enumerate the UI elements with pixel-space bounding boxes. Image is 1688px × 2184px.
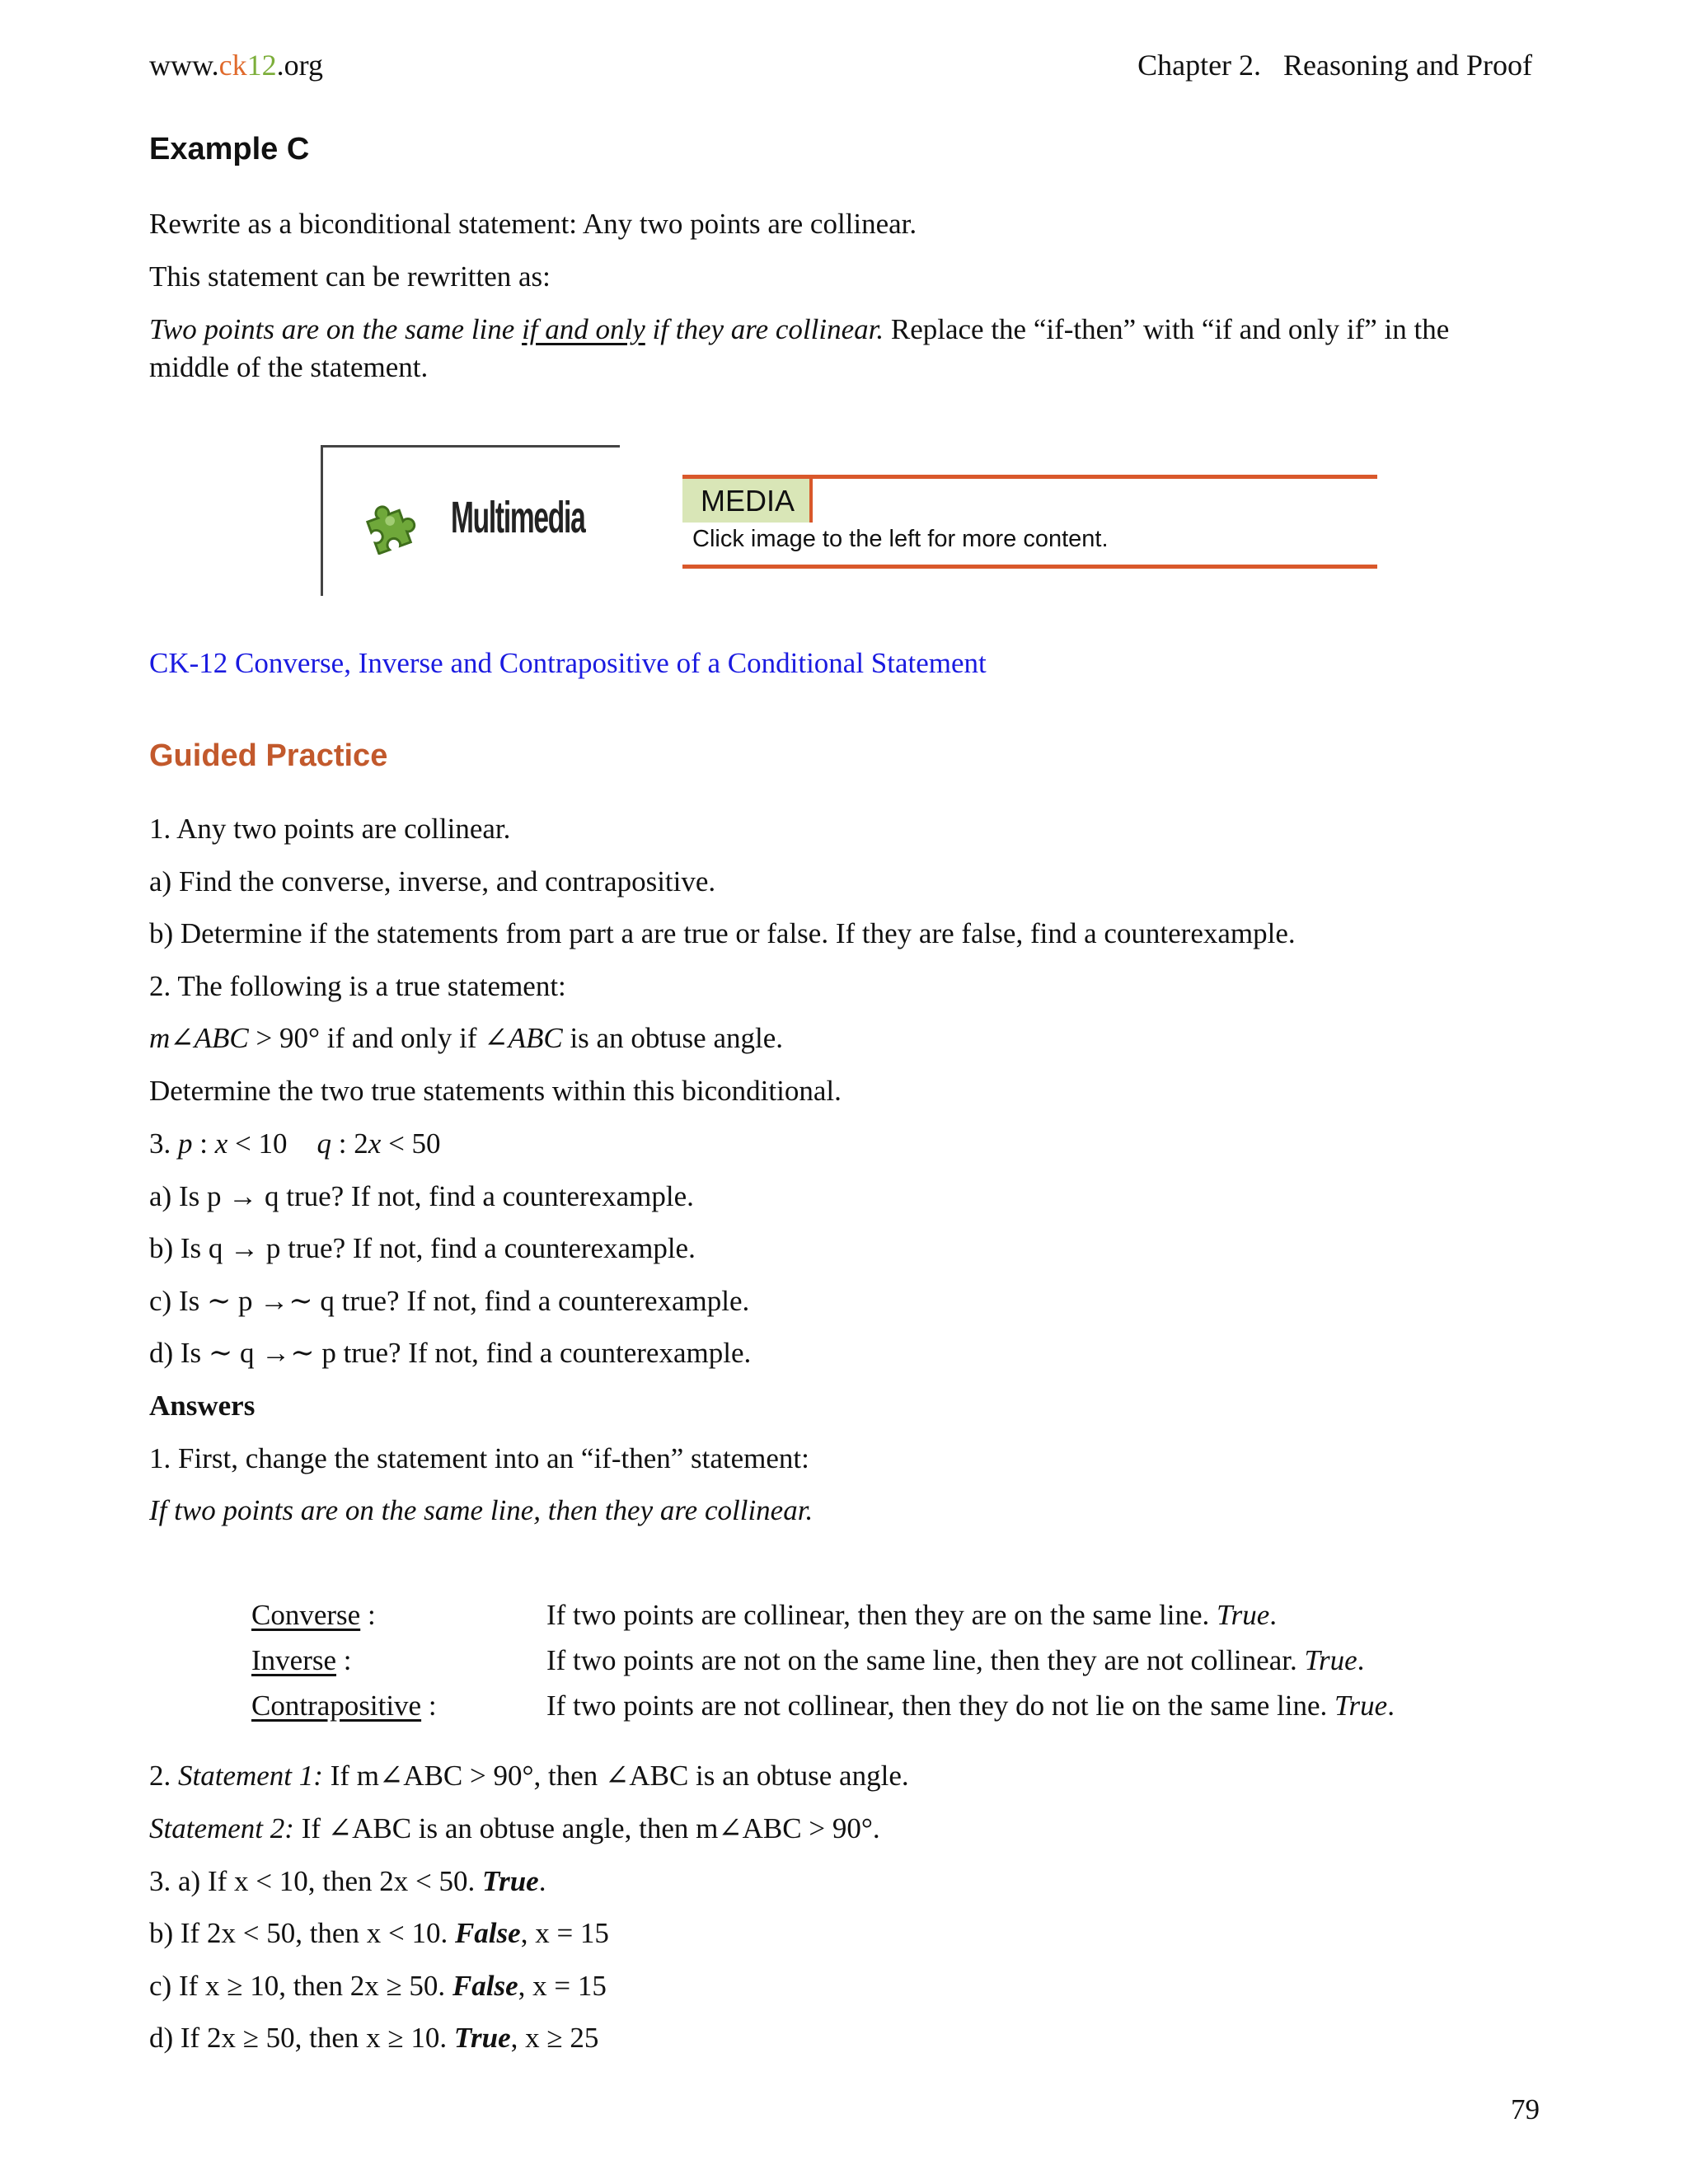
gp-q3a: a) Is p → q true? If not, find a counterexample. — [149, 1180, 694, 1212]
url-suffix: .org — [276, 49, 323, 82]
converse-verdict: True — [1217, 1599, 1270, 1631]
a3a-verdict: True — [482, 1865, 539, 1897]
inverse-text: If two points are not on the same line, then they are not collinear. — [546, 1644, 1305, 1676]
example-c-answer — [149, 312, 1449, 348]
site-url[interactable] — [149, 48, 323, 82]
table-row-label: Converse : — [251, 1599, 376, 1631]
answer-italic-b: if they are collinear. — [645, 313, 884, 345]
a3b-verdict: False — [454, 1917, 521, 1949]
contrapositive-verdict: True — [1334, 1690, 1388, 1722]
gp-q1b: b) Determine if the statements from part a are true or false. If they are false, find a counterexample. — [149, 917, 1296, 949]
lesson-link[interactable]: CK-12 Converse, Inverse and Contrapositive of a Conditional Statement — [149, 647, 987, 679]
table-row-text — [546, 1690, 1395, 1722]
q3-qval: < 50 — [381, 1127, 441, 1160]
converse-text: If two points are collinear, then they are on the same line. — [546, 1599, 1217, 1631]
a2b-text: If ∠ABC is an obtuse angle, then m∠ABC > 90°. — [293, 1812, 880, 1844]
inverse-end: . — [1357, 1644, 1365, 1676]
q3-pdef: : — [192, 1127, 215, 1160]
multimedia-thumbnail[interactable] — [321, 445, 620, 596]
a3d-pre: d) If 2x ≥ 50, then x ≥ 10. — [149, 2022, 454, 2054]
answer-rest: Replace the “if-then” with “if and only if” in the — [884, 313, 1450, 345]
answer-1: 1. First, change the statement into an “if-then” statement: — [149, 1442, 809, 1474]
a2-text: If m∠ABC > 90°, then ∠ABC is an obtuse angle. — [322, 1760, 909, 1792]
table-row-label: Inverse : — [251, 1644, 352, 1676]
multimedia-label: Multimedia — [451, 493, 585, 542]
q3-num: 3. — [149, 1127, 178, 1160]
contrapositive-end: . — [1387, 1690, 1395, 1722]
q3-qdef: : 2 — [331, 1127, 368, 1160]
inverse-label: Inverse — [251, 1644, 337, 1676]
chapter-title: Chapter 2. Reasoning and Proof — [1137, 49, 1532, 82]
url-prefix: www. — [149, 49, 219, 82]
guided-practice-heading: Guided Practice — [149, 738, 388, 773]
table-row-label: Contrapositive : — [251, 1690, 437, 1722]
inverse-verdict: True — [1304, 1644, 1357, 1676]
gp-q1: 1. Any two points are collinear. — [149, 813, 511, 845]
a3d-verdict: True — [453, 2022, 511, 2054]
q2-text: if and only if — [326, 1022, 485, 1054]
converse-label: Converse — [251, 1599, 361, 1631]
q3-x: x — [214, 1127, 228, 1160]
contrapositive-text: If two points are not collinear, then they do not lie on the same line. — [546, 1690, 1334, 1722]
a2-label: Statement 1: — [178, 1760, 323, 1792]
q3-p: p — [178, 1127, 193, 1160]
a3b-post: , x = 15 — [520, 1917, 609, 1949]
q3-pval: < 10 — [227, 1127, 288, 1160]
answer-3a — [149, 1863, 546, 1900]
a3b-pre: b) If 2x < 50, then x < 10. — [149, 1917, 455, 1949]
a3a-post: . — [538, 1865, 546, 1897]
q2-math-c: ∠ABC — [484, 1022, 563, 1054]
gp-q1a: a) Find the converse, inverse, and contrapositive. — [149, 865, 716, 898]
a3c-pre: c) If x ≥ 10, then 2x ≥ 50. — [149, 1970, 452, 2002]
a3c-verdict: False — [452, 1970, 518, 2002]
gp-q2b: Determine the two true statements within this biconditional. — [149, 1075, 842, 1107]
answer-3b — [149, 1915, 609, 1952]
answer-underlined: if and only — [522, 313, 645, 345]
gp-q3 — [149, 1126, 441, 1162]
puzzle-icon — [363, 490, 427, 555]
gp-q2-statement — [149, 1020, 783, 1057]
example-c-answer-line2: middle of the statement. — [149, 351, 429, 383]
answer-2b — [149, 1811, 880, 1847]
media-bottom-rule — [682, 565, 1377, 569]
media-panel — [682, 475, 1377, 569]
gp-q3c: c) Is ∼ p →∼ q true? If not, find a counterexample. — [149, 1285, 750, 1317]
media-note: Click image to the left for more content. — [692, 526, 1109, 552]
answer-3c — [149, 1968, 607, 2004]
example-c-intro: This statement can be rewritten as: — [149, 260, 551, 293]
q3-q: q — [316, 1127, 332, 1160]
answers-heading: Answers — [149, 1390, 256, 1422]
q2-math-a: m∠ABC — [149, 1022, 249, 1054]
a3c-post: , x = 15 — [518, 1970, 607, 2002]
answer-3d — [149, 2020, 598, 2056]
a2b-label: Statement 2: — [149, 1812, 294, 1844]
a3d-post: , x ≥ 25 — [510, 2022, 599, 2054]
media-tag: MEDIA — [682, 479, 813, 523]
table-row-text — [546, 1599, 1277, 1632]
converse-end: . — [1269, 1599, 1277, 1631]
gp-q2: 2. The following is a true statement: — [149, 970, 566, 1002]
q2-text2: is an obtuse angle. — [562, 1022, 783, 1054]
q2-math-b: > 90° — [248, 1022, 327, 1054]
url-12: 12 — [246, 49, 277, 82]
q3-x2: x — [368, 1127, 382, 1160]
contrapositive-label: Contrapositive — [251, 1690, 422, 1722]
example-c-heading: Example C — [149, 132, 310, 166]
example-c-prompt: Rewrite as a biconditional statement: Any two points are collinear. — [149, 208, 917, 240]
url-ck: ck — [218, 49, 247, 82]
answer-2 — [149, 1758, 909, 1794]
table-row-text — [546, 1644, 1364, 1677]
page-number: 79 — [1511, 2093, 1540, 2125]
answer-italic-a: Two points are on the same line — [149, 313, 523, 345]
gp-q3d: d) Is ∼ q →∼ p true? If not, find a counterexample. — [149, 1337, 752, 1369]
gp-q3b: b) Is q → p true? If not, find a counterexample. — [149, 1232, 696, 1264]
a2-num: 2. — [149, 1760, 178, 1792]
a3a-pre: 3. a) If x < 10, then 2x < 50. — [149, 1865, 482, 1897]
answer-1-italic: If two points are on the same line, then they are collinear. — [149, 1494, 814, 1526]
